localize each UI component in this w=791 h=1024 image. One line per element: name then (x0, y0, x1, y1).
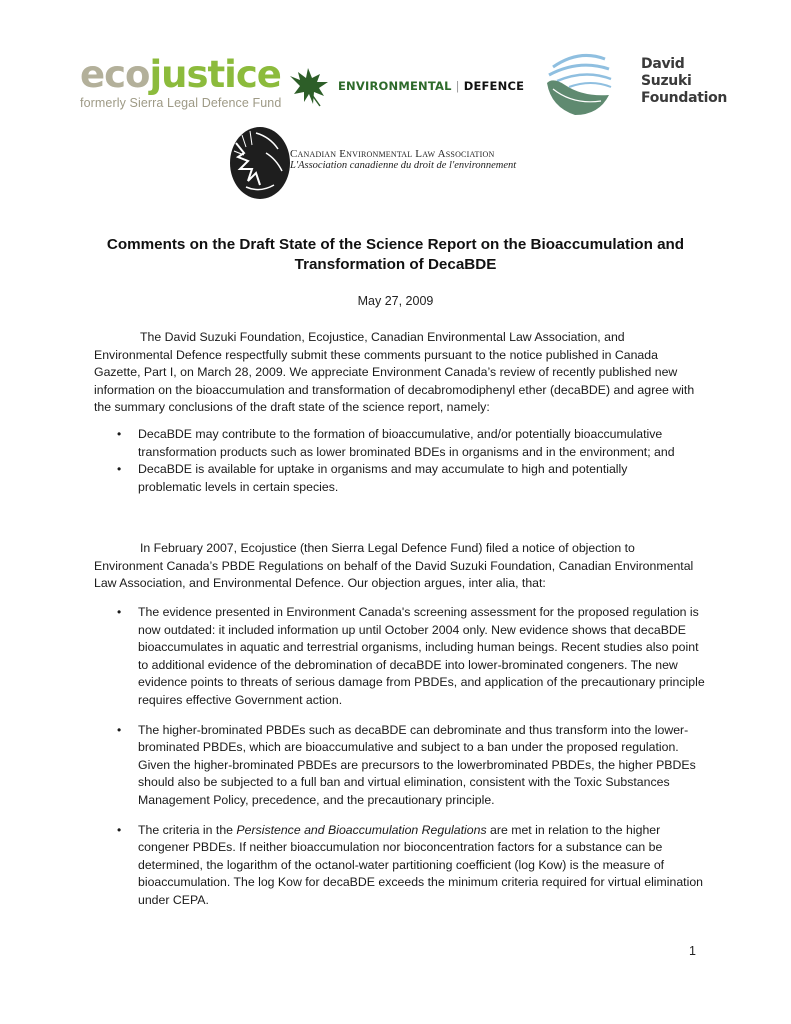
intro-paragraph-text: The David Suzuki Foundation, Ecojustice, Canadian Environmental Law Association, and Environmental Defence respectfully submit these comments pursuant to the notice published in Canada Gazette, Part I, on March 28, 2009. We appreciate Environment Canada’s review of recently published new information on the bioaccumulation and transformation of decabromodiphenyl ether (decaBDE) and agree with the summary conclusions of the draft state of the science report, namely: (94, 330, 695, 415)
list-item (114, 461, 694, 496)
list-item-text: The evidence presented in Environment Canada's screening assessment for the proposed regulation is now outdated: it included information up until October 2004 only. New evidence shows that decaBDE bioaccumulates in aquatic and terrestrial organisms, including human beings. Recent studies also point to additional evidence of the debromination of decaBDE into lower-brominated congeners. The new evidence points to threats of serious damage from PBDEs, and application of the precautionary principle requires effective Government action. (138, 605, 705, 707)
cela-english-name: Canadian Environmental Law Association (290, 147, 495, 160)
list-item-text: The criteria in the (138, 822, 237, 837)
maple-leaf-icon (286, 64, 334, 108)
page-number: 1 (689, 944, 696, 958)
environmental-defence-name (338, 79, 524, 93)
list-item (114, 604, 706, 710)
environmental-defence-logo (286, 64, 524, 108)
document-title: Comments on the Draft State of the Science Report on the Bioaccumulation and Transformation of DecaBDE (106, 236, 685, 273)
list-item (114, 722, 706, 810)
cela-logo (226, 123, 516, 205)
objection-paragraph (94, 540, 702, 593)
bullet-icon: • (117, 722, 122, 737)
list-item-text: The higher-brominated PBDEs such as decaBDE can debrominate and thus transform into the lower-brominated PBDEs, which are bioaccumulative and subject to a ban under the proposed regulation. Given the higher-brominated PBDEs are precursors to the lowerbrominated PBDEs, the higher PBDEs should also be subjected to a full ban and virtual elimination, consistent with the Toxic Substances Management Policy, precedence, and the precautionary principle. (138, 722, 696, 807)
dsf-name (641, 56, 727, 107)
list-item-text: DecaBDE may contribute to the formation of bioaccumulative, and/or potentially bioaccumulative transformation products such as lower brominated BDEs in organisms and in the environment; and (138, 427, 675, 459)
ed-name-separator: | (455, 79, 460, 93)
ecojustice-wordmark-justice: justice (149, 53, 281, 96)
list-item-text: DecaBDE is available for uptake in organisms and may accumulate to high and potentially problematic levels in certain species. (138, 462, 628, 494)
ecojustice-tagline: formerly Sierra Legal Defence Fund (80, 96, 282, 110)
david-suzuki-foundation-logo (543, 45, 727, 117)
objection-paragraph-text: In February 2007, Ecojustice (then Sierra Legal Defence Fund) filed a notice of objection to Environment Canada’s PBDE Regulations on behalf of the David Suzuki Foundation, Canadian Environmental Law Association, and Environmental Defence. Our objection argues, inter alia, that: (94, 541, 694, 591)
bullet-icon: • (117, 822, 122, 837)
list-item (114, 426, 694, 461)
ed-name-part1: ENVIRONMENTAL (338, 79, 452, 93)
bullet-icon: • (117, 605, 122, 619)
dsf-name-line3: Foundation (641, 89, 728, 106)
cela-text (290, 148, 516, 171)
intro-paragraph (94, 329, 702, 417)
bullet-icon: • (117, 462, 122, 477)
regulation-title-italic: Persistence and Bioaccumulation Regulations (236, 822, 487, 837)
ecojustice-wordmark-eco: eco (80, 53, 150, 96)
dsf-name-line1: David (641, 55, 685, 72)
list-item (114, 822, 706, 910)
document-date: May 27, 2009 (357, 294, 434, 308)
bullet-icon: • (117, 427, 122, 441)
conclusions-bullet-list (114, 426, 694, 496)
ed-name-part2: DEFENCE (463, 79, 525, 93)
cela-woodcut-emblem-icon (226, 123, 290, 205)
cela-french-name: L'Association canadienne du droit de l'environnement (290, 159, 517, 171)
ecojustice-logo (80, 53, 282, 110)
ecojustice-wordmark (80, 53, 281, 96)
dsf-name-line2: Suzuki (641, 72, 692, 89)
dsf-globe-leaf-icon (543, 45, 615, 117)
objection-bullet-list (114, 604, 706, 922)
list-item-text: are met in relation to the higher congener PBDEs. If neither bioaccumulation nor bioconcentration factors for a substance can be determined, the logarithm of the octanol-water partitioning coefficient (log Kow) is the measure of bioaccumulation. The log Kow for decaBDE exceeds the minimum criteria required for virtual elimination under CEPA. (138, 822, 704, 907)
